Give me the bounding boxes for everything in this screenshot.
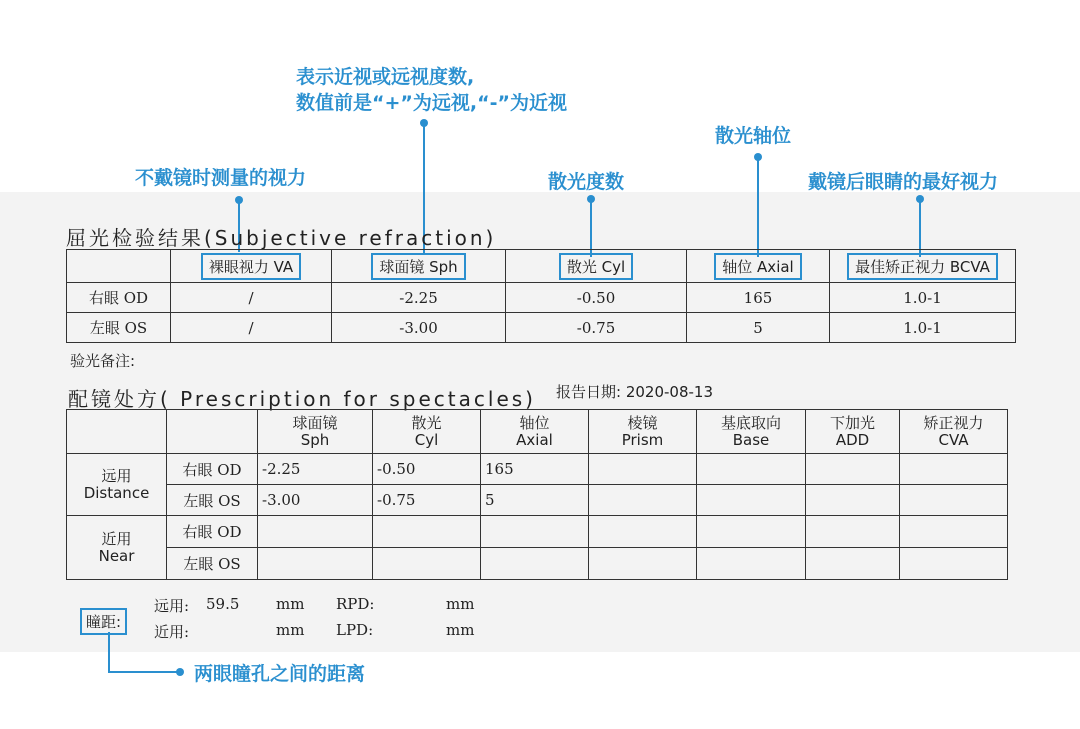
prescription-near-row-od	[67, 516, 1008, 548]
refraction-row-os	[67, 313, 1016, 343]
prescription-base	[697, 454, 806, 485]
refraction-header-cyl: 散光 Cyl	[506, 250, 687, 283]
refraction-header-bcva: 最佳矫正视力 BCVA	[830, 250, 1016, 283]
prescription-sph	[258, 548, 373, 580]
prescription-header-cva: 矫正视力 CVA	[900, 410, 1008, 454]
prescription-cva	[900, 516, 1008, 548]
prescription-axial: 5	[481, 485, 589, 516]
lpd-label: LPD:	[336, 621, 374, 639]
prescription-cyl	[373, 516, 481, 548]
prescription-eye-header-cell	[167, 410, 258, 454]
prescription-cva	[900, 485, 1008, 516]
annotation-cyl: 散光度数	[548, 171, 625, 193]
lpd-unit: mm	[446, 621, 475, 639]
prescription-header-base: 基底取向 Base	[697, 410, 806, 454]
prescription-sph: -2.25	[258, 454, 373, 485]
prescription-distance-row-od	[67, 454, 1008, 485]
prescription-axial: 165	[481, 454, 589, 485]
prescription-sph: -3.00	[258, 485, 373, 516]
refraction-eye: 右眼 OD	[67, 283, 171, 313]
annotation-bcva: 戴镜后眼睛的最好视力	[808, 171, 999, 193]
prescription-header-row	[67, 410, 1008, 454]
annotation-sph-line2: 数值前是“+”为远视,“-”为近视	[296, 92, 567, 114]
near-label: 近用 Near	[67, 516, 167, 580]
prescription-eye: 右眼 OD	[167, 454, 258, 485]
refraction-sph: -2.25	[332, 283, 506, 313]
refraction-axial: 165	[687, 283, 830, 313]
rpd-unit: mm	[446, 595, 475, 613]
annotation-pd: 两眼瞳孔之间的距离	[194, 663, 366, 685]
prescription-axial	[481, 548, 589, 580]
prescription-base	[697, 548, 806, 580]
prescription-near-row-os	[67, 548, 1008, 580]
prescription-header-prism: 棱镜 Prism	[589, 410, 697, 454]
annotation-sph-line1: 表示近视或远视度数,	[296, 66, 475, 88]
prescription-cyl	[373, 548, 481, 580]
refraction-header-sph: 球面镜 Sph	[332, 250, 506, 283]
prescription-prism	[589, 516, 697, 548]
prescription-eye: 右眼 OD	[167, 516, 258, 548]
refraction-table	[66, 249, 1016, 343]
prescription-add	[806, 548, 900, 580]
refraction-sph: -3.00	[332, 313, 506, 343]
refraction-title: 屈光检验结果(Subjective refraction)	[66, 226, 497, 250]
refraction-bcva: 1.0-1	[830, 313, 1016, 343]
refraction-axial: 5	[687, 313, 830, 343]
annotation-axial-line	[757, 157, 759, 257]
refraction-va: /	[171, 283, 332, 313]
prescription-base	[697, 485, 806, 516]
prescription-corner-cell	[67, 410, 167, 454]
annotation-va: 不戴镜时测量的视力	[135, 167, 307, 189]
refraction-corner-cell	[67, 250, 171, 283]
prescription-eye: 左眼 OS	[167, 548, 258, 580]
rpd-label: RPD:	[336, 595, 375, 613]
pd-label: 瞳距:	[80, 608, 127, 635]
pd-near-label: 近用:	[154, 623, 190, 641]
annotation-pd-vline	[108, 632, 110, 672]
prescription-cyl: -0.50	[373, 454, 481, 485]
prescription-cyl: -0.75	[373, 485, 481, 516]
refraction-remark: 验光备注:	[70, 352, 136, 370]
prescription-eye: 左眼 OS	[167, 485, 258, 516]
prescription-sph	[258, 516, 373, 548]
report-date: 报告日期: 2020-08-13	[556, 383, 713, 401]
prescription-cva	[900, 454, 1008, 485]
annotation-pd-hline	[108, 671, 178, 673]
refraction-cyl: -0.75	[506, 313, 687, 343]
prescription-header-cyl: 散光 Cyl	[373, 410, 481, 454]
refraction-header-row	[67, 250, 1016, 283]
distance-label: 远用 Distance	[67, 454, 167, 516]
prescription-axial	[481, 516, 589, 548]
prescription-add	[806, 454, 900, 485]
pd-far-label: 远用:	[154, 597, 190, 615]
prescription-header-axial: 轴位 Axial	[481, 410, 589, 454]
refraction-eye: 左眼 OS	[67, 313, 171, 343]
refraction-bcva: 1.0-1	[830, 283, 1016, 313]
prescription-prism	[589, 548, 697, 580]
refraction-va: /	[171, 313, 332, 343]
prescription-add	[806, 516, 900, 548]
prescription-add	[806, 485, 900, 516]
prescription-prism	[589, 454, 697, 485]
pd-near-unit: mm	[276, 621, 305, 639]
refraction-cyl: -0.50	[506, 283, 687, 313]
prescription-prism	[589, 485, 697, 516]
prescription-header-add: 下加光 ADD	[806, 410, 900, 454]
pd-far-value: 59.5	[206, 595, 240, 613]
pd-far-unit: mm	[276, 595, 305, 613]
prescription-base	[697, 516, 806, 548]
prescription-cva	[900, 548, 1008, 580]
prescription-title: 配镜处方( Prescription for spectacles)	[68, 387, 536, 411]
refraction-header-axial: 轴位 Axial	[687, 250, 830, 283]
annotation-axial: 散光轴位	[715, 125, 792, 147]
annotation-pd-dot	[176, 668, 184, 676]
refraction-header-va: 裸眼视力 VA	[171, 250, 332, 283]
refraction-row-od	[67, 283, 1016, 313]
prescription-table	[66, 409, 1008, 580]
prescription-header-sph: 球面镜 Sph	[258, 410, 373, 454]
prescription-distance-row-os	[67, 485, 1008, 516]
